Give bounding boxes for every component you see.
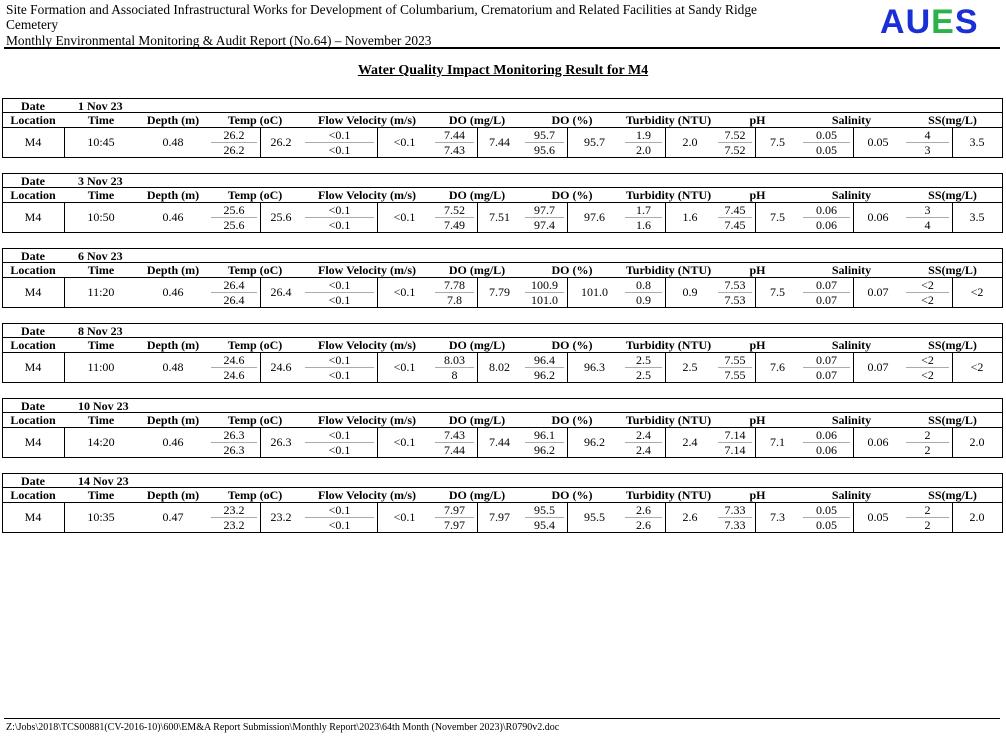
turbidity-average: 0.9: [682, 285, 698, 299]
do-mgl-reading: 7.52: [444, 203, 465, 217]
depth-cell: 0.46: [162, 285, 184, 299]
do-pct-average: 97.6: [584, 210, 605, 224]
ph-reading: 7.55: [724, 353, 746, 367]
do-pct-reading: 100.9: [531, 278, 558, 292]
logo-letter: E: [931, 3, 955, 41]
flow-reading: <0.1: [328, 203, 351, 217]
temp-reading: 24.6: [223, 353, 245, 367]
column-header-salinity: Salinity: [831, 188, 872, 202]
column-header-temp: Temp (oC): [227, 263, 283, 277]
header-divider: [4, 47, 1000, 49]
column-header-salinity: Salinity: [831, 413, 872, 427]
date-value: 6 Nov 23: [78, 249, 123, 263]
column-header-time: Time: [87, 263, 115, 277]
column-header-do-mgl: DO (mg/L): [448, 488, 506, 502]
ss-reading: 2: [924, 503, 931, 517]
do-pct-reading: 95.4: [534, 518, 555, 532]
flow-average: <0.1: [393, 285, 416, 299]
column-header-ss: SS(mg/L): [928, 188, 977, 202]
table-rule: [2, 157, 1002, 158]
table-rule: [2, 457, 1002, 458]
turbidity-reading: 2.4: [636, 443, 651, 457]
column-header-salinity: Salinity: [831, 488, 872, 502]
do-mgl-average: 7.97: [489, 510, 510, 524]
temp-reading: 24.6: [223, 368, 245, 382]
do-pct-average: 95.7: [584, 135, 605, 149]
ph-reading: 7.33: [724, 503, 746, 517]
column-header-turbidity: Turbidity (NTU): [625, 188, 712, 202]
salinity-average: 0.07: [867, 285, 889, 299]
company-logo: [880, 3, 979, 41]
column-header-do-mgl: DO (mg/L): [448, 338, 506, 352]
temp-average: 23.2: [270, 510, 292, 524]
column-header-turbidity: Turbidity (NTU): [625, 263, 712, 277]
ss-reading: <2: [921, 293, 934, 307]
date-label: Date: [21, 249, 45, 263]
column-header-ph: pH: [749, 113, 766, 127]
column-header-location: Location: [10, 338, 56, 352]
flow-reading: <0.1: [328, 278, 351, 292]
date-label: Date: [21, 399, 45, 413]
report-header: [6, 2, 846, 48]
column-header-ss: SS(mg/L): [928, 263, 977, 277]
column-header-flow: Flow Velocity (m/s): [318, 488, 416, 502]
flow-reading: <0.1: [328, 128, 351, 142]
do-pct-average: 95.5: [584, 510, 605, 524]
ss-reading: 2: [924, 428, 931, 442]
ss-average: <2: [970, 285, 984, 299]
ph-reading: 7.55: [724, 368, 746, 382]
column-header-ss: SS(mg/L): [928, 488, 977, 502]
column-header-depth: Depth (m): [146, 413, 200, 427]
salinity-average: 0.05: [867, 135, 889, 149]
do-mgl-reading: 7.97: [444, 503, 465, 517]
do-mgl-reading: 7.43: [444, 143, 465, 157]
do-mgl-reading: 8.03: [444, 353, 465, 367]
turbidity-average: 2.4: [682, 435, 698, 449]
table-rule: [1002, 473, 1003, 533]
column-header-flow: Flow Velocity (m/s): [318, 113, 416, 127]
flow-average: <0.1: [393, 510, 416, 524]
table-rule: [1002, 398, 1003, 458]
column-header-turbidity: Turbidity (NTU): [625, 413, 712, 427]
temp-reading: 23.2: [223, 503, 245, 517]
do-mgl-average: 7.79: [489, 285, 510, 299]
temp-reading: 25.6: [223, 218, 245, 232]
column-header-ph: pH: [749, 188, 766, 202]
column-header-do-pct: DO (%): [551, 188, 593, 202]
ss-average: 3.5: [969, 135, 985, 149]
project-title: Site Formation and Associated Infrastructural Works for Development of Columbarium, Crematorium and Related Facilities at Sandy Ridge: [6, 2, 757, 17]
turbidity-reading: 2.5: [636, 353, 651, 367]
column-header-flow: Flow Velocity (m/s): [318, 338, 416, 352]
column-header-location: Location: [10, 413, 56, 427]
temp-average: 26.2: [270, 135, 292, 149]
do-pct-average: 101.0: [581, 285, 608, 299]
do-mgl-reading: 7.97: [444, 518, 465, 532]
monitoring-table: [2, 173, 1004, 234]
do-mgl-average: 7.44: [489, 435, 510, 449]
salinity-reading: 0.06: [816, 443, 837, 457]
ph-reading: 7.45: [724, 218, 746, 232]
ph-reading: 7.53: [724, 293, 746, 307]
date-label: Date: [21, 174, 45, 188]
ph-average: 7.3: [770, 510, 785, 524]
column-header-ss: SS(mg/L): [928, 113, 977, 127]
table-rule: [2, 382, 1002, 383]
turbidity-average: 2.6: [682, 510, 698, 524]
column-header-flow: Flow Velocity (m/s): [318, 263, 416, 277]
ss-reading: 4: [924, 128, 931, 142]
column-header-temp: Temp (oC): [227, 338, 283, 352]
monitoring-table: [2, 323, 1004, 384]
do-mgl-reading: 7.78: [444, 278, 465, 292]
column-header-ph: pH: [749, 338, 766, 352]
time-cell: 14:20: [87, 435, 115, 449]
flow-reading: <0.1: [328, 218, 351, 232]
do-mgl-reading: 7.43: [444, 428, 465, 442]
column-header-temp: Temp (oC): [227, 413, 283, 427]
depth-cell: 0.46: [162, 210, 184, 224]
table-rule: [1002, 173, 1003, 233]
temp-reading: 23.2: [223, 518, 245, 532]
column-header-turbidity: Turbidity (NTU): [625, 488, 712, 502]
column-header-do-pct: DO (%): [551, 113, 593, 127]
turbidity-reading: 2.6: [636, 518, 651, 532]
salinity-reading: 0.07: [816, 293, 837, 307]
date-value: 1 Nov 23: [78, 99, 123, 113]
do-pct-reading: 96.2: [534, 368, 555, 382]
monitoring-table: [2, 473, 1004, 534]
do-mgl-average: 7.51: [489, 210, 510, 224]
do-pct-reading: 96.1: [534, 428, 555, 442]
column-header-depth: Depth (m): [146, 188, 200, 202]
time-cell: 11:20: [87, 285, 115, 299]
column-header-do-pct: DO (%): [551, 263, 593, 277]
project-title-cont: Cemetery: [6, 17, 59, 33]
ph-reading: 7.53: [724, 278, 746, 292]
ph-reading: 7.45: [724, 203, 746, 217]
column-header-time: Time: [87, 413, 115, 427]
temp-average: 25.6: [270, 210, 292, 224]
turbidity-average: 2.5: [682, 360, 698, 374]
date-label: Date: [21, 99, 45, 113]
column-header-depth: Depth (m): [146, 263, 200, 277]
column-header-do-pct: DO (%): [551, 413, 593, 427]
do-mgl-reading: 7.44: [444, 443, 465, 457]
do-pct-reading: 96.2: [534, 443, 555, 457]
column-header-depth: Depth (m): [146, 338, 200, 352]
column-header-time: Time: [87, 488, 115, 502]
turbidity-reading: 2.0: [636, 143, 651, 157]
column-header-temp: Temp (oC): [227, 488, 283, 502]
ss-reading: <2: [921, 353, 934, 367]
flow-reading: <0.1: [328, 428, 351, 442]
ss-reading: 2: [924, 518, 931, 532]
ss-average: 2.0: [969, 510, 985, 524]
column-header-do-pct: DO (%): [551, 488, 593, 502]
logo-letter: A: [880, 3, 906, 41]
do-mgl-reading: 7.8: [447, 293, 462, 307]
salinity-reading: 0.07: [816, 278, 837, 292]
column-header-do-mgl: DO (mg/L): [448, 113, 506, 127]
salinity-reading: 0.06: [816, 218, 837, 232]
monitoring-table: [2, 98, 1004, 159]
ss-reading: 3: [924, 143, 931, 157]
date-value: 8 Nov 23: [78, 324, 123, 338]
monitoring-table: [2, 398, 1004, 459]
column-header-do-mgl: DO (mg/L): [448, 263, 506, 277]
location-cell: M4: [24, 135, 42, 149]
location-cell: M4: [24, 510, 42, 524]
date-label: Date: [21, 324, 45, 338]
temp-reading: 26.2: [223, 128, 245, 142]
table-rule: [2, 232, 1002, 233]
table-rule: [2, 532, 1002, 533]
do-mgl-reading: 7.49: [444, 218, 465, 232]
table-rule: [1002, 98, 1003, 158]
ph-average: 7.5: [770, 285, 785, 299]
do-pct-average: 96.3: [584, 360, 605, 374]
salinity-reading: 0.07: [816, 368, 837, 382]
temp-average: 26.3: [270, 435, 292, 449]
date-value: 10 Nov 23: [78, 399, 129, 413]
table-rule: [1002, 248, 1003, 308]
ss-reading: 4: [924, 218, 931, 232]
salinity-reading: 0.07: [816, 353, 837, 367]
do-pct-reading: 97.4: [534, 218, 555, 232]
time-cell: 10:45: [87, 135, 115, 149]
column-header-ph: pH: [749, 263, 766, 277]
column-header-time: Time: [87, 113, 115, 127]
depth-cell: 0.46: [162, 435, 184, 449]
turbidity-reading: 0.8: [636, 278, 651, 292]
column-header-depth: Depth (m): [146, 113, 200, 127]
column-header-flow: Flow Velocity (m/s): [318, 413, 416, 427]
temp-reading: 26.2: [223, 143, 245, 157]
ph-reading: 7.14: [724, 428, 746, 442]
ph-reading: 7.52: [724, 143, 746, 157]
temp-reading: 26.3: [223, 428, 245, 442]
location-cell: M4: [24, 285, 42, 299]
turbidity-average: 1.6: [682, 210, 698, 224]
table-rule: [2, 307, 1002, 308]
temp-reading: 26.4: [223, 278, 245, 292]
depth-cell: 0.48: [162, 360, 184, 374]
turbidity-reading: 0.9: [636, 293, 651, 307]
flow-average: <0.1: [393, 135, 416, 149]
column-header-time: Time: [87, 188, 115, 202]
do-pct-average: 96.2: [584, 435, 605, 449]
salinity-reading: 0.06: [816, 203, 837, 217]
page-title: Water Quality Impact Monitoring Result for M4: [357, 63, 649, 78]
temp-average: 26.4: [270, 285, 292, 299]
column-header-location: Location: [10, 113, 56, 127]
flow-reading: <0.1: [328, 293, 351, 307]
depth-cell: 0.47: [162, 510, 184, 524]
salinity-reading: 0.05: [816, 143, 837, 157]
do-mgl-reading: 8: [451, 368, 458, 382]
depth-cell: 0.48: [162, 135, 184, 149]
turbidity-reading: 1.6: [636, 218, 651, 232]
file-path: Z:\Jobs\2018\TCS00881(CV-2016-10)\600\EM&A Report Submission\Monthly Report\2023\64th Month (November 2023)\R0790v2.doc: [6, 722, 560, 733]
monitoring-table: [2, 248, 1004, 309]
do-pct-reading: 95.7: [534, 128, 555, 142]
salinity-average: 0.06: [867, 435, 889, 449]
flow-reading: <0.1: [328, 368, 351, 382]
do-pct-reading: 101.0: [531, 293, 558, 307]
footer-divider: [4, 718, 1000, 719]
ss-average: 3.5: [969, 210, 985, 224]
column-header-ph: pH: [749, 488, 766, 502]
column-header-salinity: Salinity: [831, 113, 872, 127]
ss-reading: 2: [924, 443, 931, 457]
flow-reading: <0.1: [328, 518, 351, 532]
ss-average: 2.0: [969, 435, 985, 449]
temp-reading: 25.6: [223, 203, 245, 217]
logo-letter: S: [954, 3, 979, 41]
ph-average: 7.5: [770, 135, 785, 149]
flow-average: <0.1: [393, 360, 416, 374]
date-value: 14 Nov 23: [78, 474, 129, 488]
flow-reading: <0.1: [328, 503, 351, 517]
logo-letter: U: [905, 3, 932, 41]
column-header-temp: Temp (oC): [227, 113, 283, 127]
time-cell: 11:00: [87, 360, 115, 374]
ss-reading: <2: [921, 278, 934, 292]
column-header-ph: pH: [749, 413, 766, 427]
time-cell: 10:50: [87, 210, 115, 224]
column-header-do-mgl: DO (mg/L): [448, 188, 506, 202]
salinity-reading: 0.06: [816, 428, 837, 442]
turbidity-average: 2.0: [682, 135, 698, 149]
turbidity-reading: 2.4: [636, 428, 651, 442]
turbidity-reading: 2.6: [636, 503, 651, 517]
column-header-location: Location: [10, 263, 56, 277]
do-pct-reading: 95.6: [534, 143, 555, 157]
column-header-salinity: Salinity: [831, 338, 872, 352]
do-pct-reading: 95.5: [534, 503, 555, 517]
location-cell: M4: [24, 210, 42, 224]
column-header-temp: Temp (oC): [227, 188, 283, 202]
column-header-salinity: Salinity: [831, 263, 872, 277]
column-header-do-pct: DO (%): [551, 338, 593, 352]
column-header-turbidity: Turbidity (NTU): [625, 113, 712, 127]
salinity-average: 0.07: [867, 360, 889, 374]
table-rule: [1002, 323, 1003, 383]
flow-reading: <0.1: [328, 143, 351, 157]
turbidity-reading: 2.5: [636, 368, 651, 382]
flow-reading: <0.1: [328, 443, 351, 457]
salinity-average: 0.05: [867, 510, 889, 524]
salinity-reading: 0.05: [816, 503, 837, 517]
time-cell: 10:35: [87, 510, 115, 524]
turbidity-reading: 1.7: [636, 203, 651, 217]
ph-average: 7.6: [770, 360, 785, 374]
do-mgl-reading: 7.44: [444, 128, 465, 142]
temp-reading: 26.4: [223, 293, 245, 307]
column-header-ss: SS(mg/L): [928, 413, 977, 427]
report-subtitle: Monthly Environmental Monitoring & Audit Report (No.64) – November 2023: [6, 32, 432, 48]
column-header-depth: Depth (m): [146, 488, 200, 502]
flow-average: <0.1: [393, 210, 416, 224]
flow-reading: <0.1: [328, 353, 351, 367]
column-header-location: Location: [10, 488, 56, 502]
temp-average: 24.6: [270, 360, 292, 374]
column-header-flow: Flow Velocity (m/s): [318, 188, 416, 202]
column-header-ss: SS(mg/L): [928, 338, 977, 352]
do-mgl-average: 7.44: [489, 135, 510, 149]
salinity-average: 0.06: [867, 210, 889, 224]
location-cell: M4: [24, 360, 42, 374]
column-header-location: Location: [10, 188, 56, 202]
flow-average: <0.1: [393, 435, 416, 449]
location-cell: M4: [24, 435, 42, 449]
ph-reading: 7.52: [724, 128, 746, 142]
ph-average: 7.5: [770, 210, 785, 224]
ss-reading: 3: [924, 203, 931, 217]
salinity-reading: 0.05: [816, 518, 837, 532]
column-header-time: Time: [87, 338, 115, 352]
column-header-do-mgl: DO (mg/L): [448, 413, 506, 427]
column-header-turbidity: Turbidity (NTU): [625, 338, 712, 352]
ph-reading: 7.14: [724, 443, 746, 457]
ph-reading: 7.33: [724, 518, 746, 532]
temp-reading: 26.3: [223, 443, 245, 457]
do-pct-reading: 97.7: [534, 203, 555, 217]
ss-average: <2: [970, 360, 984, 374]
date-label: Date: [21, 474, 45, 488]
ss-reading: <2: [921, 368, 934, 382]
date-value: 3 Nov 23: [78, 174, 123, 188]
turbidity-reading: 1.9: [636, 128, 651, 142]
salinity-reading: 0.05: [816, 128, 837, 142]
do-pct-reading: 96.4: [534, 353, 555, 367]
do-mgl-average: 8.02: [489, 360, 510, 374]
ph-average: 7.1: [770, 435, 785, 449]
